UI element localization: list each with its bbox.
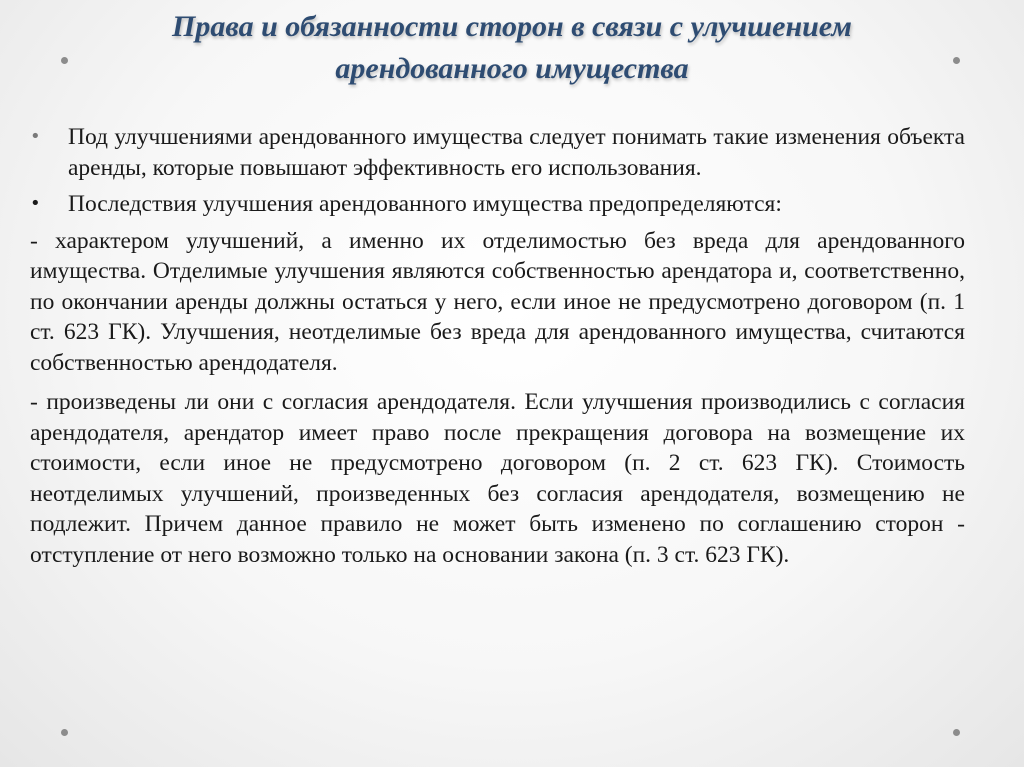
bullet-item-definition [30,122,965,183]
slide-body [30,122,965,579]
bullet-marker: • [30,126,41,147]
paragraph-separability: - характером улучшений, а именно их отделимостью без вреда для арендованного имущества. Отделимые улучшения являются собственностью арендатора и, соответственно, по окончании аренды должны остаться у него, если иное не предусмотрено договором (п. 1 ст. 623 ГК). Улучшения, неотделимые без вреда для арендованного имущества, считаются собственностью арендодателя. [30,227,965,376]
slide-title [60,6,964,90]
frame-dot-bottom-left [61,729,68,736]
bullet-marker: • [30,193,41,214]
bullet-item-consequences [30,189,965,220]
slide-title-line-2: арендованного имущества [335,52,689,85]
paragraph-consent: - произведены ли они с согласия арендодателя. Если улучшения производились с согласия арендодателя, арендатор имеет право после прекращения договора на возмещение их стоимости, если иное не предусмотрено договором (п. 2 ст. 623 ГК). Стоимость неотделимых улучшений, произведенных без согласия арендодателя, возмещению не подлежит. Причем данное правило не может быть изменено по соглашению сторон - отступление от него возможно только на основании закона (п. 3 ст. 623 ГК). [30,389,965,568]
frame-dot-bottom-right [953,729,960,736]
bullet-text: Под улучшениями арендованного имущества следует понимать такие изменения объекта аренды, которые повышают эффективность его использования. [68,124,965,181]
bullet-text: Последствия улучшения арендованного имущества предопределяются: [68,191,782,217]
slide-title-line-1: Права и обязанности сторон в связи с улучшением [172,10,852,43]
